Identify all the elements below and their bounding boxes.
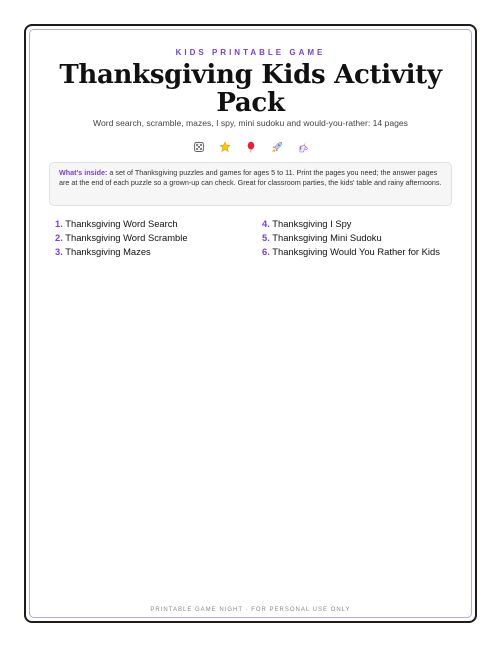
dice-icon [193, 141, 205, 153]
toc-number: 6. [262, 246, 270, 257]
toc-number: 1. [55, 218, 63, 229]
kicker-label: KIDS PRINTABLE GAME [175, 48, 326, 57]
toc-label: Thanksgiving Word Search [65, 218, 178, 229]
toc-number: 3. [55, 246, 63, 257]
page-footer: PRINTABLE GAME NIGHT · FOR PERSONAL USE ONLY [150, 607, 351, 613]
balloon-icon [245, 141, 257, 153]
toc-item[interactable] [55, 232, 262, 243]
toc-item[interactable] [262, 246, 462, 257]
whats-inside-box [49, 162, 452, 206]
toc-label: Thanksgiving Would You Rather for Kids [272, 246, 440, 257]
toc-number: 5. [262, 232, 270, 243]
info-lead: What's inside: [59, 168, 108, 177]
toc-label: Thanksgiving Mazes [65, 246, 151, 257]
toc-number: 2. [55, 232, 63, 243]
table-of-contents [55, 218, 459, 257]
toc-label: Thanksgiving Word Scramble [65, 232, 188, 243]
toc-label: Thanksgiving I Spy [272, 218, 352, 229]
toc-item[interactable] [262, 232, 462, 243]
printable-page [24, 24, 477, 623]
toc-item[interactable] [262, 218, 462, 229]
icon-row [30, 141, 471, 153]
toc-number: 4. [262, 218, 270, 229]
unicorn-icon [297, 141, 309, 153]
rocket-icon [271, 141, 283, 153]
info-body: a set of Thanksgiving puzzles and games for ages 5 to 11. Print the pages you need; the answer pages are at the end of each puzzle so a grown-up can check. Great for classroom parties, the kids' table and rainy afternoons. [59, 168, 442, 187]
toc-item[interactable] [55, 246, 262, 257]
star-icon [219, 141, 231, 153]
toc-item[interactable] [55, 218, 262, 229]
toc-label: Thanksgiving Mini Sudoku [272, 232, 382, 243]
page-title: Thanksgiving Kids Activity Pack [59, 60, 442, 118]
page-subtitle: Word search, scramble, mazes, I spy, mini sudoku and would-you-rather: 14 pages [93, 118, 408, 128]
page-inner-border [29, 29, 472, 618]
